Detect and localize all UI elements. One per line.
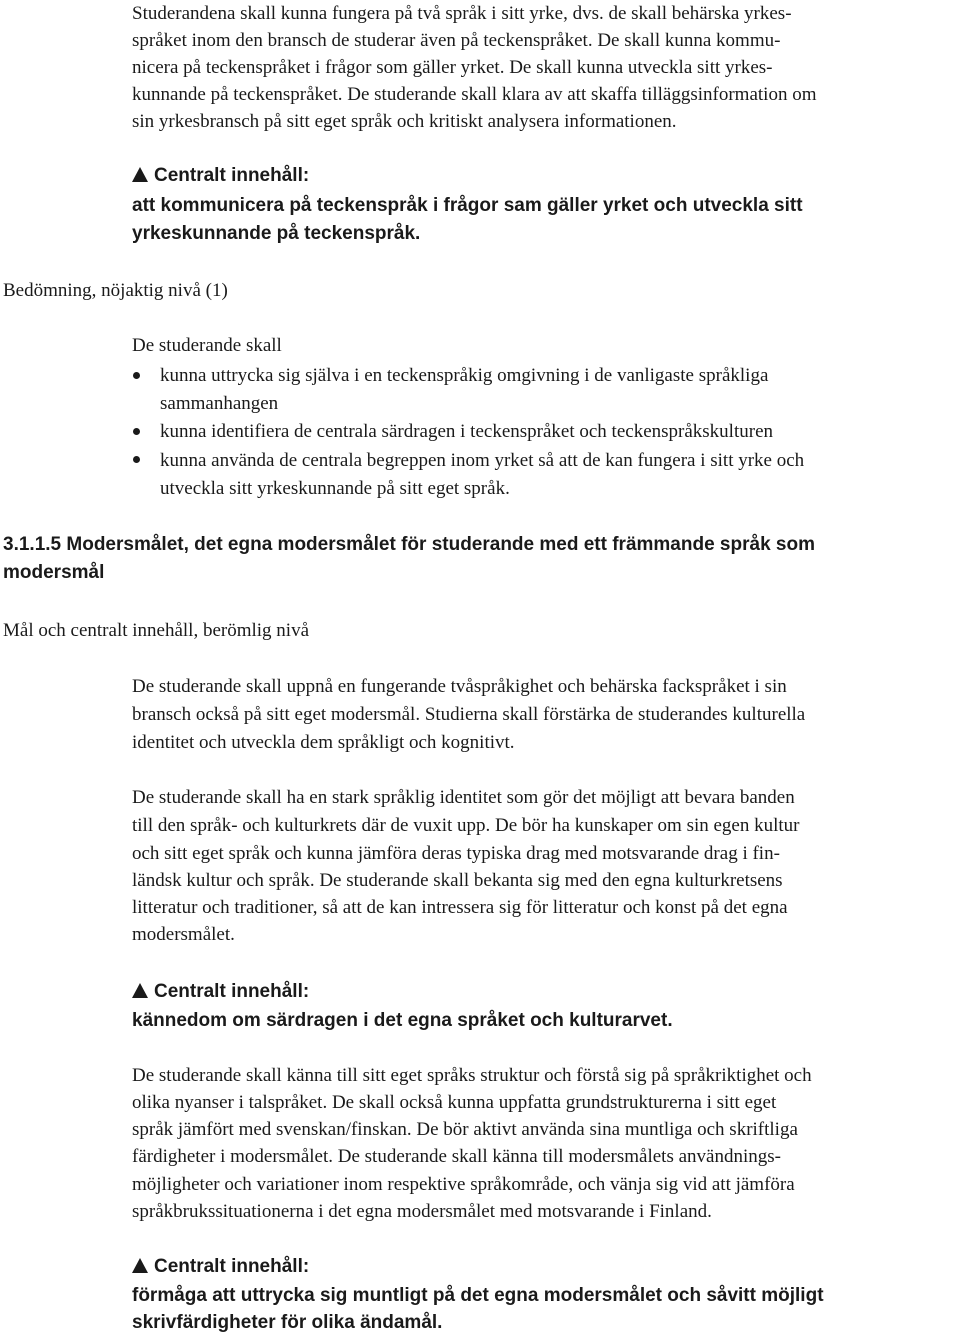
triangle-icon [132, 167, 148, 182]
bullet-icon [133, 372, 140, 379]
list-item: kunna uttrycka sig själva i en teckenspråkig omgivning i de vanligaste språkliga [160, 365, 769, 386]
triangle-icon [132, 1258, 148, 1273]
central-content-line: skrivfärdigheter för olika ändamål. [132, 1312, 443, 1333]
section-subheading: Mål och centralt innehåll, berömlig nivå [3, 620, 310, 641]
central-heading-label: Centralt innehåll: [154, 981, 310, 1002]
central-content-line: yrkeskunnande på teckenspråk. [132, 223, 421, 244]
text-line: Studerandena skall kunna fungera på två språk i sitt yrke, dvs. de skall behärska yrkes- [132, 3, 792, 24]
text-line: litteratur och traditioner, så att de kan intressera sig för litteratur och konst på det egna [132, 897, 788, 918]
central-content-heading [132, 978, 309, 1006]
bullet-icon [133, 456, 140, 463]
text-line: till den språk- och kulturkrets där de vuxit upp. De bör ha kunskaper om sin egen kultur [132, 815, 800, 836]
section-title: 3.1.1.5 Modersmålet, det egna modersmålet för studerande med ett främmande språk som [3, 534, 815, 555]
text-line: kunnande på teckenspråket. De studerande skall klara av att skaffa tilläggsinformation om [132, 84, 817, 105]
central-content-heading [132, 162, 309, 190]
text-line: möjligheter och variationer inom respektive språkområde, och vänja sig vid att jämföra [132, 1174, 795, 1195]
text-line: färdigheter i modersmålet. De studerande skall känna till modersmålets användnings- [132, 1146, 781, 1167]
text-line: nicera på teckenspråket i frågor som gäller yrket. De skall kunna utveckla sitt yrkes- [132, 57, 773, 78]
text-line: modersmålet. [132, 924, 235, 945]
text-line: och sitt eget språk och kunna jämföra deras typiska drag med motsvarande drag i fin- [132, 843, 780, 864]
assessment-lead: De studerande skall [132, 335, 282, 356]
text-line: språket inom den bransch de studerar även på teckenspråket. De skall kunna kommu- [132, 30, 781, 51]
text-line: bransch också på sitt eget modersmål. Studierna skall förstärka de studerandes kulturella [132, 704, 806, 725]
list-item-continuation: sammanhangen [160, 393, 279, 414]
central-content-line: kännedom om särdragen i det egna språket och kulturarvet. [132, 1010, 673, 1031]
central-content-line: att kommunicera på teckenspråk i frågor sam gäller yrket och utveckla sitt [132, 195, 803, 216]
section-title: modersmål [3, 562, 105, 583]
text-line: De studerande skall uppnå en fungerande tvåspråkighet och behärska fackspråket i sin [132, 676, 787, 697]
text-line: språkbrukssituationerna i det egna modersmålet med motsvarande i Finland. [132, 1201, 712, 1222]
triangle-icon [132, 983, 148, 998]
text-line: ländsk kultur och språk. De studerande skall bekanta sig med den egna kulturkretsens [132, 870, 783, 891]
bullet-icon [133, 428, 140, 435]
central-heading-label: Centralt innehåll: [154, 165, 310, 186]
central-content-line: förmåga att uttrycka sig muntligt på det egna modersmålet och såvitt möjligt [132, 1285, 824, 1306]
text-line: De studerande skall ha en stark språklig identitet som gör det möjligt att bevara banden [132, 787, 795, 808]
list-item: kunna använda de centrala begreppen inom yrket så att de kan fungera i sitt yrke och [160, 450, 805, 471]
central-content-heading [132, 1253, 309, 1281]
text-line: språk jämfört med svenskan/finskan. De bör aktivt använda sina muntliga och skriftliga [132, 1119, 798, 1140]
text-line: identitet och utveckla dem språkligt och kognitivt. [132, 732, 515, 753]
text-line: sin yrkesbransch på sitt eget språk och kritiskt analysera informationen. [132, 111, 677, 132]
text-line: olika nyanser i talspråket. De skall också kunna uppfatta grundstrukturerna i sitt eget [132, 1092, 777, 1113]
assessment-heading: Bedömning, nöjaktig nivå (1) [3, 280, 228, 301]
central-heading-label: Centralt innehåll: [154, 1256, 310, 1277]
list-item: kunna identifiera de centrala särdragen i teckenspråket och teckenspråkskulturen [160, 421, 774, 442]
list-item-continuation: utveckla sitt yrkeskunnande på sitt eget språk. [160, 478, 510, 499]
text-line: De studerande skall känna till sitt eget språks struktur och förstå sig på språkriktighet och [132, 1065, 812, 1086]
